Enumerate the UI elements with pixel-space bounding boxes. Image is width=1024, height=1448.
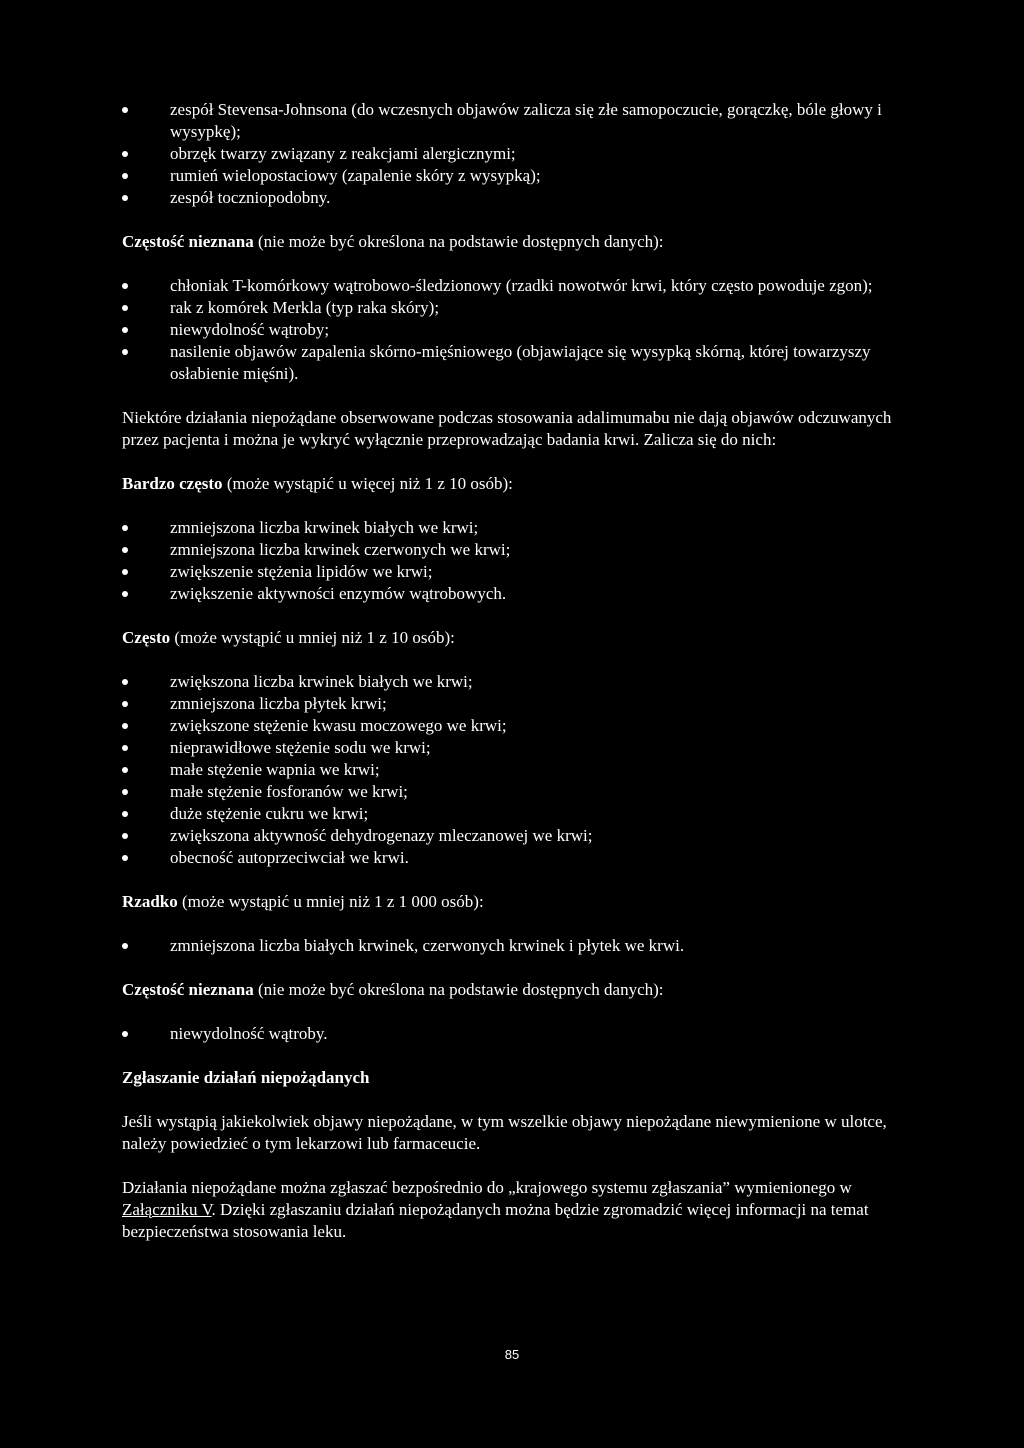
list-item: zwiększona liczba krwinek białych we krwi; [122,671,912,693]
page-number: 85 [504,1347,520,1362]
lab-tests-intro: Niektóre działania niepożądane obserwowane podczas stosowania adalimumabu nie dają objawów odczuwanych przez pacjenta i można je wykryć wyłącznie przeprowadzając badania krwi. Zalicza się do nich: [122,408,892,449]
bullet-icon [122,569,128,575]
bullet-list-2 [122,275,912,385]
bullet-icon [122,173,128,179]
document-page [122,99,912,1243]
bullet-icon [122,789,128,795]
bullet-icon [122,525,128,531]
bullet-list-3 [122,517,912,605]
list-item: małe stężenie wapnia we krwi; [122,759,912,781]
list-item: nasilenie objawów zapalenia skórno-mięśniowego (objawiające się wysypką skórną, której towarzyszy osłabienie mięśni). [122,341,912,385]
bullet-icon [122,327,128,333]
section-heading-reporting: Zgłaszanie działań niepożądanych [122,1068,370,1087]
list-item: zmniejszona liczba białych krwinek, czerwonych krwinek i płytek we krwi. [122,935,912,957]
bullet-icon [122,349,128,355]
list-item: zespół Stevensa-Johnsona (do wczesnych objawów zalicza się złe samopoczucie, gorączkę, bóle głowy i wysypkę); [122,99,912,143]
bullet-icon [122,591,128,597]
bullet-icon [122,1031,128,1037]
bullet-icon [122,943,128,949]
bullet-icon [122,767,128,773]
bullet-icon [122,283,128,289]
frequency-heading-common: Często (może wystąpić u mniej niż 1 z 10 osób): [122,628,455,647]
bullet-list-5 [122,935,912,957]
list-item: zwiększenie stężenia lipidów we krwi; [122,561,912,583]
list-item: chłoniak T-komórkowy wątrobowo-śledzionowy (rzadki nowotwór krwi, który często powoduje zgon); [122,275,912,297]
bullet-icon [122,151,128,157]
bullet-icon [122,811,128,817]
list-item: zmniejszona liczba płytek krwi; [122,693,912,715]
list-item: małe stężenie fosforanów we krwi; [122,781,912,803]
bullet-icon [122,701,128,707]
list-item: zwiększone stężenie kwasu moczowego we krwi; [122,715,912,737]
list-item: rumień wielopostaciowy (zapalenie skóry z wysypką); [122,165,912,187]
bullet-icon [122,547,128,553]
bullet-icon [122,679,128,685]
list-item: zwiększenie aktywności enzymów wątrobowych. [122,583,912,605]
frequency-heading-very-common: Bardzo często (może wystąpić u więcej niż 1 z 10 osób): [122,474,513,493]
reporting-paragraph-2: Działania niepożądane można zgłaszać bezpośrednio do „krajowego systemu zgłaszania” wymienionego w Załączniku V. Dzięki zgłaszaniu działań niepożądanych można będzie zgromadzić więcej informacji na temat bezpieczeństwa stosowania leku. [122,1178,869,1241]
list-item: zmniejszona liczba krwinek czerwonych we krwi; [122,539,912,561]
list-item: niewydolność wątroby; [122,319,912,341]
bullet-icon [122,723,128,729]
bullet-icon [122,305,128,311]
bullet-list-4 [122,671,912,869]
bullet-icon [122,855,128,861]
list-item: duże stężenie cukru we krwi; [122,803,912,825]
bullet-icon [122,745,128,751]
frequency-heading-unknown-1: Częstość nieznana (nie może być określona na podstawie dostępnych danych): [122,232,664,251]
list-item: zwiększona aktywność dehydrogenazy mleczanowej we krwi; [122,825,912,847]
bullet-list-1 [122,99,912,209]
reporting-paragraph-1: Jeśli wystąpią jakiekolwiek objawy niepożądane, w tym wszelkie objawy niepożądane niewymienione w ulotce, należy powiedzieć o tym lekarzowi lub farmaceucie. [122,1112,887,1153]
frequency-heading-rare: Rzadko (może wystąpić u mniej niż 1 z 1 000 osób): [122,892,484,911]
bullet-icon [122,107,128,113]
bullet-icon [122,833,128,839]
list-item: nieprawidłowe stężenie sodu we krwi; [122,737,912,759]
bullet-icon [122,195,128,201]
list-item: zmniejszona liczba krwinek białych we krwi; [122,517,912,539]
annex-v-link[interactable]: Załączniku V [122,1200,212,1219]
list-item: obrzęk twarzy związany z reakcjami alergicznymi; [122,143,912,165]
list-item: zespół toczniopodobny. [122,187,912,209]
bullet-list-6 [122,1023,912,1045]
list-item: niewydolność wątroby. [122,1023,912,1045]
list-item: obecność autoprzeciwciał we krwi. [122,847,912,869]
list-item: rak z komórek Merkla (typ raka skóry); [122,297,912,319]
frequency-heading-unknown-2: Częstość nieznana (nie może być określona na podstawie dostępnych danych): [122,980,664,999]
